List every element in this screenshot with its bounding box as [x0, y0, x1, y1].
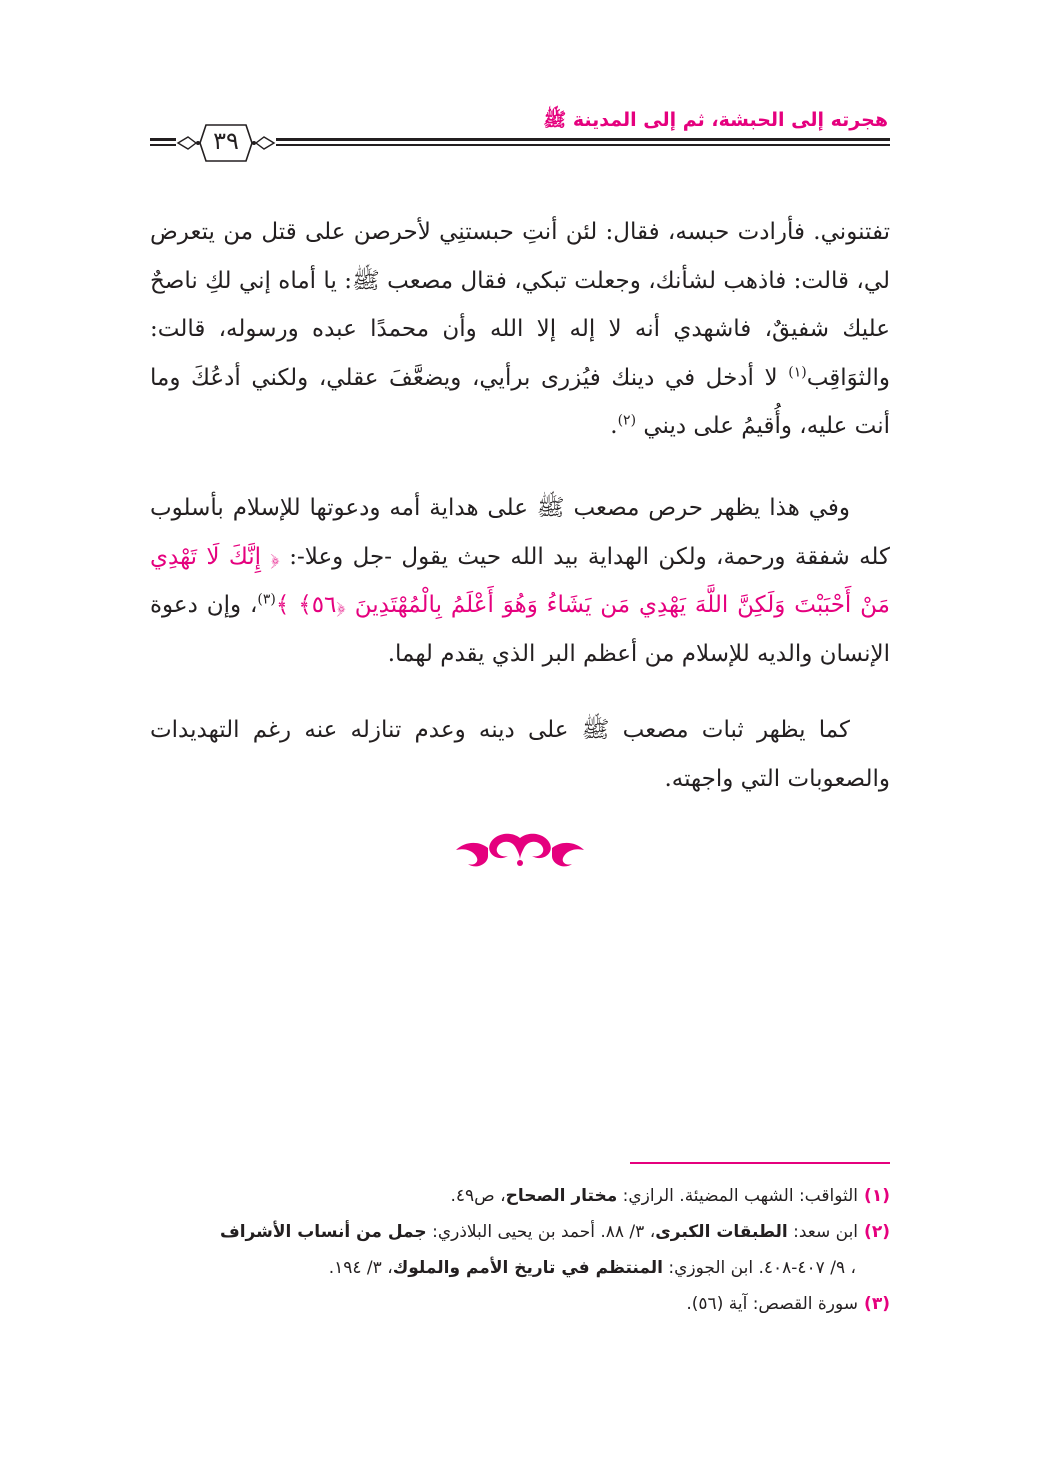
footnote-text-segment: الطبقات الكبرى	[655, 1222, 788, 1242]
footnote-ref-1: (١)	[788, 363, 807, 380]
footnote-text-segment: ، ٩/ ٤٠٧-٤٠٨. ابن الجوزي:	[662, 1258, 856, 1278]
paragraph-1-text-c: .	[610, 413, 618, 439]
paragraph-2-text-a: وفي هذا يظهر حرص مصعب ﷺ على هداية أمه ودعوتها للإسلام بأسلوب كله شفقة ورحمة، ولكن الهداية بيد الله حيث يقول -جل وعلا-:	[150, 495, 890, 570]
footnote-number: (٢)	[864, 1222, 890, 1242]
paragraph-2	[150, 484, 890, 678]
footnote-text-segment: المنتظم في تاريخ الأمم والملوك	[392, 1258, 663, 1278]
footnote-text-segment: ابن سعد:	[787, 1222, 859, 1242]
running-header-title: هجرته إلى الحبشة، ثم إلى المدينة ﷺ	[535, 108, 888, 136]
footnote-3	[150, 1286, 890, 1322]
paragraph-1-text-a: تفتنوني. فأرادت حبسه، فقال: لئن أنتِ حبستنِي لأحرصن على قتل من يتعرض لي، قالت: فاذهب لشأنك، وجعلت تبكي، فقال مصعب ﷺ: يا أماه إني لكِ ناصحٌ عليك شفيقٌ، فاشهدي أنه لا إله إلا الله وأن محمدًا عبده ورسوله، قالت: والثوَاقِب	[150, 219, 890, 391]
footnote-text-segment: ، ٣/ ٨٨. أحمد بن يحيى البلاذري:	[426, 1222, 656, 1242]
footnote-1	[150, 1178, 890, 1214]
paragraph-1	[150, 208, 890, 451]
paragraph-1-text-b: لا أدخل في دينك فيُزرى برأيي، ويضعَّفَ عقلي، ولكني أدعُكَ وما أنت عليه، وأُقيمُ على ديني	[150, 364, 890, 439]
footnote-separator	[630, 1162, 890, 1164]
footnote-text-segment: الثواقب: الشهب المضيئة. الرازي:	[617, 1186, 859, 1206]
footnote-2-continued	[150, 1250, 890, 1286]
paragraph-2-text-b: ، وإن دعوة الإنسان والديه للإسلام من أعظم البر الذي يقدم لهما.	[150, 592, 890, 667]
footnote-number: (١)	[864, 1186, 890, 1206]
paragraph-3: كما يظهر ثبات مصعب ﷺ على دينه وعدم تنازله عنه رغم التهديدات والصعوبات التي واجهته.	[150, 717, 890, 792]
footnote-text-segment: مختار الصحاح	[505, 1186, 618, 1206]
footnote-ref-3: (٣)	[257, 591, 276, 608]
quran-verse: ﴿ إِنَّكَ لَا تَهْدِي مَنْ أَحْبَبْتَ وَلَكِنَّ اللَّهَ يَهْدِي مَن يَشَاءُ وَهُوَ أَعْلَمُ بِالْمُهْتَدِينَ ﴿٥٦﴾ ﴾	[150, 543, 890, 618]
footnote-text-segment: ، ٣/ ١٩٤.	[328, 1258, 393, 1278]
footnote-text-segment: جمل من أنساب الأشراف	[219, 1222, 427, 1242]
footnote-text-segment: ، ص٤٩.	[450, 1186, 506, 1206]
footnote-text-segment: سورة القصص: آية (٥٦).	[686, 1294, 859, 1314]
footnote-number: (٣)	[864, 1294, 890, 1314]
section-end-ornament-icon	[450, 830, 590, 868]
footnote-ref-2: (٢)	[617, 412, 637, 429]
footnote-2	[150, 1214, 890, 1250]
page-number: ٣٩	[213, 127, 239, 155]
footnotes	[150, 1178, 890, 1322]
page-number-badge	[176, 121, 276, 165]
